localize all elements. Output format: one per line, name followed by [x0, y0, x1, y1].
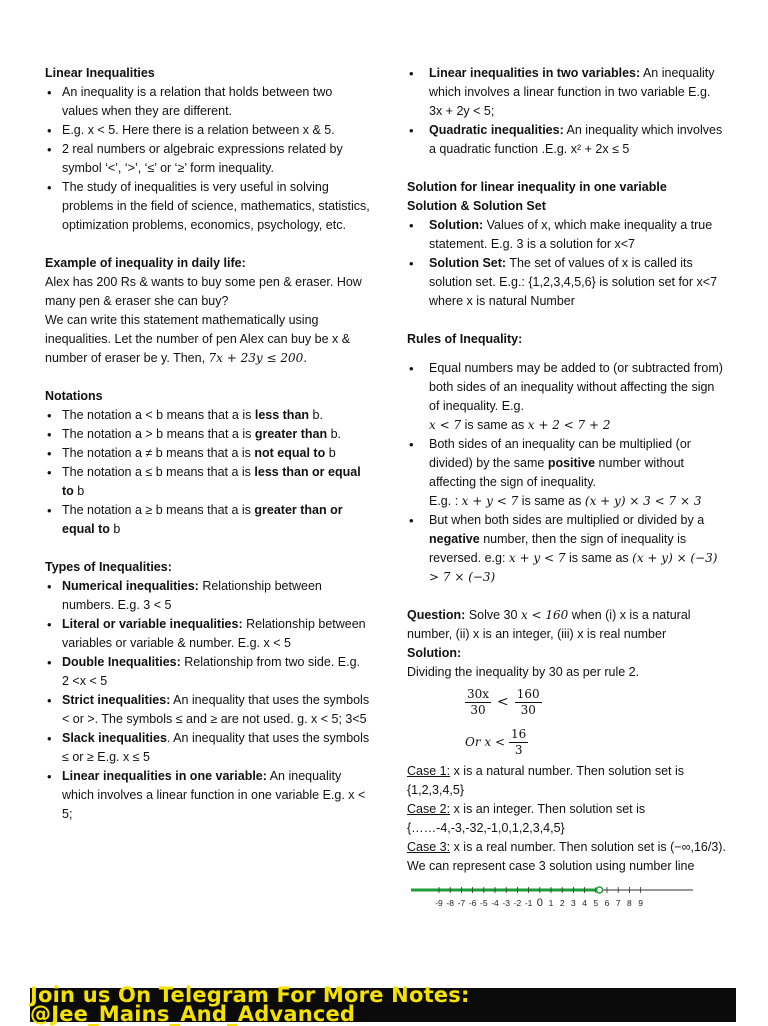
list-item: [407, 254, 727, 311]
notations-heading: Notations: [45, 389, 103, 403]
or-label: Or x <: [465, 734, 506, 749]
solution-text: The set of values of x is called its solution set. E.g.: {1,2,3,4,5,6} is solution set for x<7 where x is natural Number: [429, 256, 718, 308]
numerator: 160: [516, 686, 540, 701]
tick-label: 4: [582, 898, 587, 908]
rule-bold: negative: [429, 532, 480, 546]
rule-expression: x + y < 7: [461, 494, 519, 508]
rule-text: Both sides of an inequality can be multiplied (or divided) by the same: [429, 437, 691, 470]
numerator: 30x: [467, 686, 490, 701]
type-text: An inequality that uses the symbols < or >. The symbols ≤ and ≥ are not used. g. x < 5; 3<5: [62, 693, 370, 726]
rule-text: is same as: [565, 551, 633, 565]
notation-bold: greater than or equal to: [62, 503, 343, 536]
notation-text: b.: [309, 408, 323, 422]
list-item: • 2 real numbers or algebraic expressions related by symbol ‘<’, ‘>’, ‘≤’ or ‘≥’ form inequality.: [45, 140, 370, 178]
types-heading: Types of Inequalities:: [45, 560, 172, 574]
type-name: Double Inequalities:: [62, 655, 181, 669]
type-text: Relationship between numbers. E.g. 3 < 5: [62, 579, 322, 612]
solution-term: Solution:: [429, 218, 484, 232]
question-text: when (i) x is a natural number, (ii) x is an integer, (iii) x is real number: [407, 608, 691, 641]
list-item: [45, 444, 370, 463]
types-list: [45, 577, 370, 824]
dividing-text: Dividing the inequality by 30 as per rule 2.: [407, 665, 640, 679]
example-expression: 7x + 23y ≤ 200.: [208, 351, 308, 365]
type-text: An inequality which involves a linear function in one variable E.g. x < 5;: [62, 769, 366, 821]
telegram-footer-banner: [30, 983, 736, 1026]
case-2: [407, 800, 727, 838]
list-item: [45, 729, 370, 767]
case-text: x is a real number. Then solution set is (−∞,16/3).: [450, 840, 726, 854]
list-item: [45, 691, 370, 729]
types-list-continued: [407, 64, 727, 159]
list-item: [407, 511, 727, 587]
fraction-result: [465, 722, 727, 762]
notation-text: b: [325, 446, 336, 460]
case-label: Case 1:: [407, 764, 451, 778]
notation-text: The notation a < b means that a is: [62, 408, 255, 422]
notation-text: b: [109, 522, 121, 536]
rule-expression: (x + y) × (−3) > 7 × (−3): [429, 551, 718, 584]
solution-text: Values of x, which make inequality a true statement. E.g. 3 is a solution for x<7: [429, 218, 713, 251]
rule-text: Equal numbers may be added to (or subtracted from) both sides of an inequality without affecting the sign of inequality. E.g.: [429, 361, 723, 413]
fraction: [465, 687, 491, 718]
list-item: [45, 463, 370, 501]
open-endpoint: [597, 887, 603, 893]
case-label: Case 2:: [407, 802, 451, 816]
denominator: 30: [520, 702, 536, 717]
tick-label: -5: [480, 898, 488, 908]
rule-expression: x + y < 7: [508, 551, 566, 565]
rules-list: [407, 359, 727, 587]
tick-label: -2: [513, 898, 522, 908]
tick-label: 6: [604, 898, 610, 908]
rule-text: number without affecting the sign of inequality.: [429, 456, 684, 489]
less-than-sign: <: [497, 693, 509, 710]
list-item: • The study of inequalities is very useful in solving problems in the field of science, mathematics, statistics, optimization problems, economics, psychology, etc.: [45, 178, 370, 235]
list-item: [45, 767, 370, 824]
tick-label: 1: [548, 898, 554, 908]
question-expression: x < 160: [520, 608, 569, 622]
rule-text: number, then the sign of inequality is reversed. e.g:: [429, 532, 687, 565]
rule-text: E.g. :: [429, 494, 462, 508]
fraction-inequality: [465, 682, 727, 722]
notation-text: The notation a ≤ b means that a is: [62, 465, 255, 479]
tick-label: -8: [446, 898, 454, 908]
solution-set-heading: Solution & Solution Set: [407, 199, 546, 213]
rule-text: But when both sides are multiplied or divided by a: [429, 513, 705, 527]
list-item: • E.g. x < 5. Here there is a relation between x & 5.: [45, 121, 370, 140]
denominator: 30: [470, 702, 486, 717]
tick-label: 7: [615, 898, 621, 908]
type-name: Linear inequalities in two variables:: [429, 66, 641, 80]
notation-text: b.: [327, 427, 341, 441]
rule-expression: (x + y) × 3 < 7 × 3: [584, 494, 702, 508]
tick-label: 9: [638, 898, 643, 908]
number-line: [407, 880, 727, 916]
number-line-graphic: [407, 880, 697, 916]
tick-label: 2: [559, 898, 565, 908]
tick-label: -3: [502, 898, 510, 908]
example-heading: Example of inequality in daily life:: [45, 256, 246, 270]
list-item: [45, 501, 370, 539]
list-item: [45, 653, 370, 691]
notation-text: The notation a ≥ b means that a is: [62, 503, 255, 517]
question-text: Solve 30: [465, 608, 521, 622]
list-item: [407, 435, 727, 511]
case-text: x is a natural number. Then solution set is {1,2,3,4,5}: [407, 764, 685, 797]
example-text: Alex has 200 Rs & wants to buy some pen & eraser. How many pen & eraser she can buy?: [45, 275, 362, 308]
notation-text: The notation a ≠ b means that a is: [62, 446, 255, 460]
tick-label: -6: [468, 898, 477, 908]
rules-heading: Rules of Inequality:: [407, 332, 523, 346]
solution-list: [407, 216, 727, 311]
rule-text: is same as: [518, 494, 585, 508]
fraction: [509, 727, 528, 758]
case-1: [407, 762, 727, 800]
notation-bold: less than: [254, 408, 310, 422]
type-name: Linear inequalities in one variable:: [62, 769, 267, 783]
represent-text: We can represent case 3 solution using number line: [407, 859, 695, 873]
rule-expression: x < 7: [429, 418, 462, 432]
linear-inequalities-heading: Linear Inequalities: [45, 66, 155, 80]
rule-text: is same as: [461, 418, 528, 432]
numerator: 16: [511, 726, 527, 741]
question-label: Question:: [407, 608, 466, 622]
type-text: An inequality which involves a linear function in two variable E.g. 3x + 2y < 5;: [429, 66, 715, 118]
fraction: [515, 687, 542, 718]
list-item: [407, 359, 727, 435]
type-name: Quadratic inequalities:: [429, 123, 564, 137]
list-item: [407, 64, 727, 121]
notation-text: The notation a > b means that a is: [62, 427, 255, 441]
solution-label: Solution:: [407, 646, 462, 660]
rule-expression: x + 2 < 7 + 2: [527, 418, 611, 432]
case-3: [407, 838, 727, 857]
type-name: Literal or variable inequalities:: [62, 617, 243, 631]
tick-label: -9: [435, 898, 443, 908]
type-name: Slack inequalities: [62, 731, 167, 745]
tick-label: 0: [536, 897, 543, 909]
type-text: An inequality which involves a quadratic function .E.g. x² + 2x ≤ 5: [429, 123, 723, 156]
type-text: . An inequality that uses the symbols ≤ or ≥ E.g. x ≤ 5: [62, 731, 370, 764]
solution-term: Solution Set:: [429, 256, 507, 270]
tick-label: 3: [571, 898, 576, 908]
example-text-2: We can write this statement mathematically using inequalities. Let the number of pen Alex can buy be x & number of eraser be y. Then,: [45, 313, 351, 365]
list-item: [45, 615, 370, 653]
list-item: [407, 216, 727, 254]
type-text: Relationship from two side. E.g. 2 <x < 5: [62, 655, 361, 688]
tick-label: -7: [457, 898, 466, 908]
notation-text: b: [73, 484, 85, 498]
notations-list: [45, 406, 370, 539]
denominator: 3: [514, 742, 523, 757]
case-text: x is an integer. Then solution set is {……-4,-3,-32,-1,0,1,2,3,4,5}: [407, 802, 646, 835]
type-text: Relationship between variables or variable & number. E.g. x < 5: [62, 617, 366, 650]
list-item: [45, 577, 370, 615]
notation-bold: not equal to: [254, 446, 326, 460]
example-paragraph: [45, 311, 370, 368]
notation-bold: less than or equal to: [62, 465, 361, 498]
notation-bold: greater than: [254, 427, 328, 441]
tick-label: 8: [627, 898, 632, 908]
tick-label: -1: [524, 898, 533, 908]
tick-label: -4: [491, 898, 499, 908]
question-paragraph: [407, 606, 727, 644]
tick-label: 5: [593, 898, 599, 908]
case-label: Case 3:: [407, 840, 451, 854]
list-item: • An inequality is a relation that holds between two values when they are different.: [45, 83, 370, 121]
type-name: Strict inequalities:: [62, 693, 171, 707]
right-column: [407, 64, 727, 916]
list-item: [45, 425, 370, 444]
list-item: [45, 406, 370, 425]
list-item: [407, 121, 727, 159]
rule-bold: positive: [547, 456, 596, 470]
solution-heading: Solution for linear inequality in one variable: [407, 180, 667, 194]
footer-text: Join us On Telegram For More Notes: @Jee_Mains_And_Advanced: [30, 983, 470, 1026]
intro-list: [45, 83, 370, 235]
left-column: [45, 64, 370, 824]
type-name: Numerical inequalities:: [62, 579, 199, 593]
